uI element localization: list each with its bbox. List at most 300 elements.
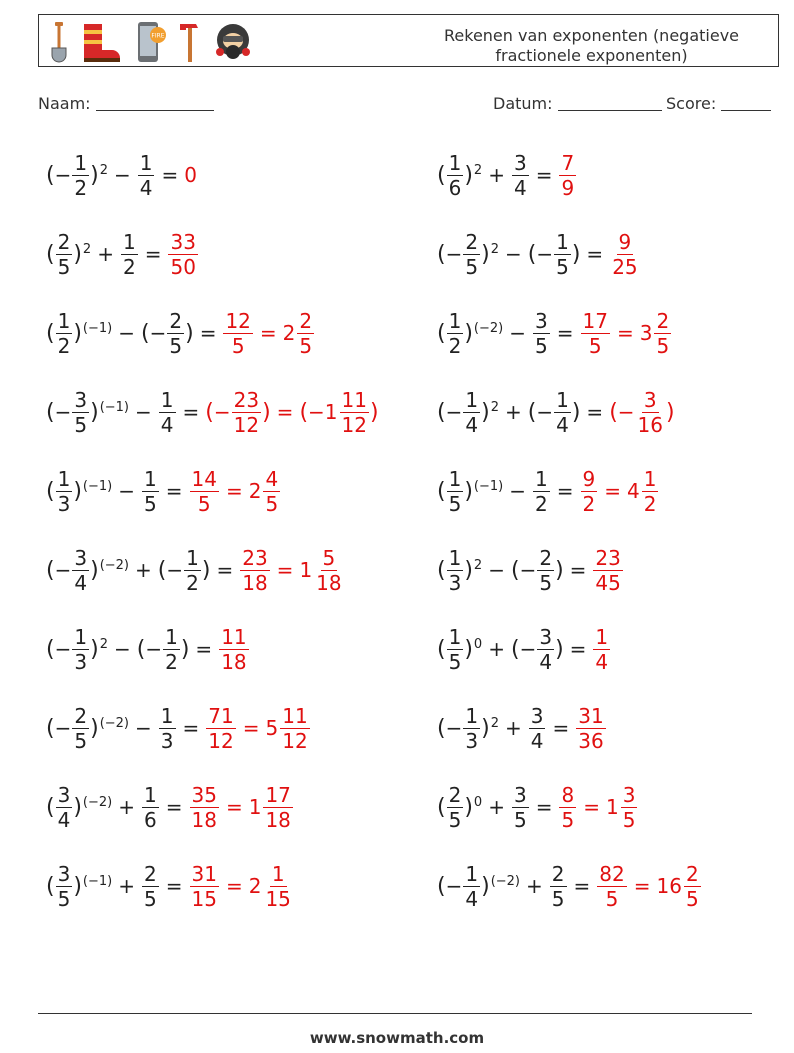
operator: − <box>113 637 131 661</box>
numerator: 4 <box>265 466 279 491</box>
paren-open: ( <box>437 478 446 504</box>
numerator: 1 <box>448 466 462 491</box>
shovel-icon <box>49 20 69 64</box>
paren-close: ) <box>666 399 675 425</box>
equals-sign: = <box>225 795 243 819</box>
numerator: 2 <box>57 229 71 254</box>
problem-4 <box>437 224 641 284</box>
fraction-term <box>527 229 581 279</box>
exponent: 2 <box>82 241 92 257</box>
name-label: Naam: <box>38 94 91 113</box>
fraction <box>597 861 626 911</box>
fraction <box>447 624 464 674</box>
denominator: 12 <box>233 412 260 437</box>
problem-9 <box>46 461 281 521</box>
paren-open: ( <box>46 162 55 188</box>
fraction <box>190 861 219 911</box>
paren-open: ( <box>437 557 446 583</box>
fraction-term <box>639 308 672 358</box>
fraction <box>190 782 219 832</box>
denominator: 5 <box>197 491 211 516</box>
fraction <box>447 466 464 516</box>
fraction <box>263 466 280 516</box>
denominator: 18 <box>316 570 342 595</box>
phone-fire-icon <box>135 20 167 64</box>
denominator: 2 <box>448 333 462 358</box>
equals-sign: = <box>573 874 591 898</box>
fraction <box>232 387 261 437</box>
paren-open: ( <box>46 478 55 504</box>
numerator: 3 <box>74 387 88 412</box>
paren-open: ( <box>437 162 446 188</box>
fraction-term <box>510 545 564 595</box>
fraction <box>593 624 610 674</box>
paren-close: ) <box>481 241 490 267</box>
fraction <box>184 545 201 595</box>
paren-close: ) <box>73 241 82 267</box>
fraction-term <box>549 861 568 911</box>
numerator: 14 <box>191 466 217 491</box>
fraction <box>550 861 567 911</box>
whole-number: 1 <box>248 795 262 819</box>
equals-sign: = <box>586 242 604 266</box>
numerator: 33 <box>170 229 196 254</box>
answer <box>592 545 623 595</box>
denominator: 3 <box>465 728 479 753</box>
fraction <box>219 624 248 674</box>
fraction <box>72 624 89 674</box>
fraction-term <box>265 703 310 753</box>
power-term <box>46 308 113 358</box>
worksheet-header <box>38 14 779 67</box>
paren-close: ) <box>464 320 473 346</box>
denominator: 5 <box>144 491 157 516</box>
power-term <box>437 466 504 516</box>
power-term <box>437 308 504 358</box>
equals-sign: = <box>144 242 162 266</box>
power-term <box>46 387 129 437</box>
equals-sign: = <box>583 795 600 819</box>
equals-sign: = <box>165 795 183 819</box>
paren-open: ( <box>437 715 446 741</box>
problem-20 <box>437 856 702 916</box>
numerator: 2 <box>74 703 88 728</box>
denominator: 5 <box>265 491 279 516</box>
numerator: 3 <box>622 782 636 807</box>
denominator: 5 <box>169 333 183 358</box>
minus-sign: − <box>519 637 537 661</box>
numerator: 11 <box>341 387 367 412</box>
answer <box>189 861 220 911</box>
score-label: Score: <box>666 94 717 113</box>
paren-close: ) <box>555 636 564 662</box>
paren-open: ( <box>437 241 446 267</box>
answer <box>265 703 310 753</box>
denominator: 6 <box>448 175 462 200</box>
paren-close: ) <box>464 794 473 820</box>
answer <box>239 545 270 595</box>
paren-open: ( <box>437 399 446 425</box>
equals-sign: = <box>199 321 217 345</box>
denominator: 5 <box>656 333 670 358</box>
answer <box>580 466 599 516</box>
equals-sign: = <box>556 479 574 503</box>
whole-number: 3 <box>639 321 653 345</box>
fraction-term <box>282 308 315 358</box>
exponent: (−2) <box>82 794 113 810</box>
fraction-term <box>575 703 606 753</box>
minus-sign: − <box>54 716 72 740</box>
fraction-term <box>605 782 638 832</box>
numerator: 1 <box>535 466 548 491</box>
whole-number: 1 <box>605 795 619 819</box>
fraction <box>463 861 480 911</box>
denominator: 5 <box>465 254 479 279</box>
denominator: 3 <box>57 491 71 516</box>
denominator: 5 <box>448 649 462 674</box>
denominator: 3 <box>448 570 462 595</box>
exponent: (−2) <box>490 873 520 889</box>
denominator: 5 <box>448 491 462 516</box>
score-blank[interactable] <box>721 94 771 111</box>
equals-sign: = <box>604 479 621 503</box>
paren-open: ( <box>46 557 55 583</box>
fraction-term <box>141 308 194 358</box>
equals-sign: = <box>161 163 179 187</box>
minus-sign: − <box>213 400 231 424</box>
numerator: 1 <box>144 466 157 491</box>
paren-close: ) <box>464 557 473 583</box>
equals-sign: = <box>633 874 651 898</box>
fraction <box>684 861 701 911</box>
power-term <box>437 229 499 279</box>
numerator: 7 <box>561 150 575 175</box>
denominator: 5 <box>561 807 575 832</box>
problem-13 <box>46 619 250 679</box>
denominator: 12 <box>341 412 367 437</box>
denominator: 4 <box>595 649 609 674</box>
answer <box>189 782 220 832</box>
problem-2 <box>437 145 577 205</box>
answer <box>639 308 672 358</box>
paren-close: ) <box>464 636 473 662</box>
fraction <box>559 150 576 200</box>
paren-close: ) <box>180 636 190 662</box>
denominator: 16 <box>637 412 663 437</box>
numerator: 1 <box>556 229 569 254</box>
svg-text:FIRE: FIRE <box>151 32 165 40</box>
fraction <box>72 387 89 437</box>
exponent: (−1) <box>82 320 113 336</box>
paren-close: ) <box>571 241 581 267</box>
problem-1 <box>46 145 198 205</box>
paren-close: ) <box>90 162 99 188</box>
paren-close: ) <box>481 873 490 899</box>
fraction <box>263 782 292 832</box>
exponent: 2 <box>473 557 483 573</box>
answer <box>558 150 577 200</box>
problem-3 <box>46 224 199 284</box>
fraction <box>159 387 176 437</box>
fraction-term <box>184 163 198 187</box>
numerator: 23 <box>233 387 260 412</box>
fraction <box>533 308 550 358</box>
paren-open: ( <box>157 557 167 583</box>
fraction-term <box>592 545 623 595</box>
power-term <box>46 466 113 516</box>
fraction-term <box>609 229 640 279</box>
fraction <box>167 308 184 358</box>
minus-sign: − <box>54 163 72 187</box>
minus-sign: − <box>149 321 167 345</box>
problem-14 <box>437 619 611 679</box>
fraction <box>56 861 73 911</box>
numerator: 1 <box>74 150 88 175</box>
paren-open: ( <box>299 399 309 425</box>
denominator: 4 <box>539 649 553 674</box>
numerator: 3 <box>643 387 657 412</box>
date-field <box>493 94 662 113</box>
denominator: 5 <box>535 333 548 358</box>
fraction-term <box>580 308 611 358</box>
numerator: 1 <box>144 782 157 807</box>
exponent: (−2) <box>99 715 129 731</box>
exponent: (−2) <box>473 320 504 336</box>
denominator: 18 <box>242 570 268 595</box>
fraction-term <box>558 782 577 832</box>
denominator: 2 <box>186 570 199 595</box>
fraction-term <box>189 861 220 911</box>
fraction <box>554 229 571 279</box>
power-term <box>437 150 483 200</box>
minus-sign: − <box>54 637 72 661</box>
answer <box>605 782 638 832</box>
problem-17 <box>46 777 294 837</box>
fraction <box>447 782 464 832</box>
problem-19 <box>46 856 294 916</box>
answer <box>248 782 294 832</box>
operator: + <box>488 637 505 661</box>
fraction <box>121 229 138 279</box>
minus-sign: − <box>617 400 635 424</box>
paren-close: ) <box>90 636 99 662</box>
denominator: 2 <box>643 491 657 516</box>
power-term <box>46 624 108 674</box>
fraction <box>537 624 554 674</box>
exponent: 2 <box>473 162 483 178</box>
paren-open: ( <box>46 399 55 425</box>
equals-sign: = <box>242 716 260 740</box>
numerator: 2 <box>539 545 553 570</box>
numerator: 1 <box>160 703 174 728</box>
minus-sign: − <box>308 400 325 424</box>
numerator: 1 <box>448 545 462 570</box>
numerator: 1 <box>186 545 199 570</box>
operator: − <box>509 479 526 503</box>
minus-sign: − <box>445 242 463 266</box>
numerator: 1 <box>595 624 609 649</box>
whole-number: 2 <box>282 321 296 345</box>
paren-close: ) <box>90 557 99 583</box>
numerator: 1 <box>643 466 657 491</box>
answer <box>627 466 659 516</box>
numerator: 1 <box>448 624 462 649</box>
exponent: 2 <box>490 399 499 415</box>
fraction <box>581 466 598 516</box>
fraction <box>463 229 480 279</box>
whole-number: 16 <box>656 874 682 898</box>
fraction <box>593 545 622 595</box>
whole-number: 1 <box>299 558 313 582</box>
answer <box>558 782 577 832</box>
fraction-term <box>141 861 160 911</box>
equals-sign: = <box>552 716 570 740</box>
whole-number: 2 <box>248 479 262 503</box>
numerator: 1 <box>57 466 71 491</box>
fraction-term <box>527 387 581 437</box>
answer <box>222 308 253 358</box>
paren-open: ( <box>46 873 55 899</box>
denominator: 5 <box>588 333 602 358</box>
firefighter-mask-icon <box>213 20 253 64</box>
paren-open: ( <box>437 320 446 346</box>
numerator: 3 <box>539 624 553 649</box>
denominator: 50 <box>170 254 196 279</box>
numerator: 1 <box>448 308 462 333</box>
numerator: 2 <box>685 861 699 886</box>
numerator: 2 <box>169 308 183 333</box>
fraction <box>463 703 480 753</box>
denominator: 5 <box>605 886 619 911</box>
problem-12 <box>437 540 624 600</box>
numerator: 9 <box>618 229 632 254</box>
operator: + <box>526 874 543 898</box>
operator: + <box>118 795 135 819</box>
denominator: 4 <box>74 570 88 595</box>
fraction <box>447 308 464 358</box>
fraction-term <box>141 782 160 832</box>
equals-sign: = <box>616 321 634 345</box>
answer <box>596 861 627 911</box>
fraction-term <box>158 703 177 753</box>
answer <box>184 163 198 187</box>
footer-divider <box>38 1013 752 1014</box>
fire-boot-icon <box>80 20 124 64</box>
fraction-term <box>656 861 701 911</box>
denominator: 5 <box>144 886 157 911</box>
problem-11 <box>46 540 345 600</box>
answer <box>205 387 271 437</box>
equals-sign: = <box>195 637 213 661</box>
power-term <box>46 545 129 595</box>
date-blank[interactable] <box>558 94 662 111</box>
minus-sign: − <box>166 558 184 582</box>
fraction <box>654 308 671 358</box>
numerator: 35 <box>191 782 217 807</box>
operator: − <box>509 321 526 345</box>
denominator: 2 <box>582 491 596 516</box>
fraction <box>56 308 73 358</box>
fraction-term <box>189 466 220 516</box>
fraction-term <box>532 308 551 358</box>
denominator: 4 <box>465 412 479 437</box>
fraction-term <box>158 387 177 437</box>
numerator: 1 <box>165 624 178 649</box>
denominator: 5 <box>74 412 88 437</box>
operator: + <box>504 716 522 740</box>
equals-sign: = <box>225 479 243 503</box>
fraction-term <box>558 150 577 200</box>
minus-sign: − <box>536 242 554 266</box>
fraction <box>576 703 605 753</box>
fraction-term <box>299 387 379 437</box>
denominator: 36 <box>578 728 604 753</box>
answer <box>248 861 294 911</box>
fraction <box>56 229 73 279</box>
denominator: 5 <box>231 333 245 358</box>
paren-open: ( <box>510 557 520 583</box>
numerator: 82 <box>599 861 625 886</box>
answer <box>282 308 315 358</box>
numerator: 23 <box>242 545 268 570</box>
exponent: 0 <box>473 636 483 652</box>
paren-close: ) <box>201 557 211 583</box>
denominator: 4 <box>556 412 569 437</box>
answer <box>580 308 611 358</box>
denominator: 15 <box>191 886 217 911</box>
paren-open: ( <box>46 320 55 346</box>
denominator: 3 <box>160 728 174 753</box>
numerator: 3 <box>57 861 71 886</box>
equals-sign: = <box>535 795 553 819</box>
exponent: 2 <box>99 162 108 178</box>
paren-open: ( <box>510 636 520 662</box>
denominator: 5 <box>299 333 313 358</box>
exponent: (−1) <box>82 478 113 494</box>
fraction <box>72 150 89 200</box>
fraction <box>56 782 73 832</box>
equals-sign: = <box>569 558 587 582</box>
numerator: 1 <box>160 387 174 412</box>
fraction <box>223 308 252 358</box>
operator: − <box>135 400 152 424</box>
answer <box>592 624 611 674</box>
denominator: 12 <box>208 728 234 753</box>
fraction <box>463 387 480 437</box>
denominator: 4 <box>513 175 527 200</box>
fraction <box>206 703 235 753</box>
numerator: 8 <box>561 782 575 807</box>
numerator: 1 <box>122 229 136 254</box>
fraction-term <box>189 782 220 832</box>
paren-close: ) <box>73 478 82 504</box>
whole-number: 4 <box>627 479 640 503</box>
denominator: 18 <box>191 807 217 832</box>
power-term <box>437 782 483 832</box>
denominator: 2 <box>74 175 88 200</box>
answer <box>656 861 701 911</box>
numerator: 1 <box>465 861 479 886</box>
name-blank[interactable] <box>96 94 214 111</box>
fraction-term <box>248 466 281 516</box>
power-term <box>46 150 108 200</box>
date-label: Datum: <box>493 94 553 113</box>
whole-number: 0 <box>184 163 197 187</box>
fraction <box>314 545 343 595</box>
fraction <box>529 703 546 753</box>
fraction-term <box>248 861 294 911</box>
power-term <box>437 703 499 753</box>
